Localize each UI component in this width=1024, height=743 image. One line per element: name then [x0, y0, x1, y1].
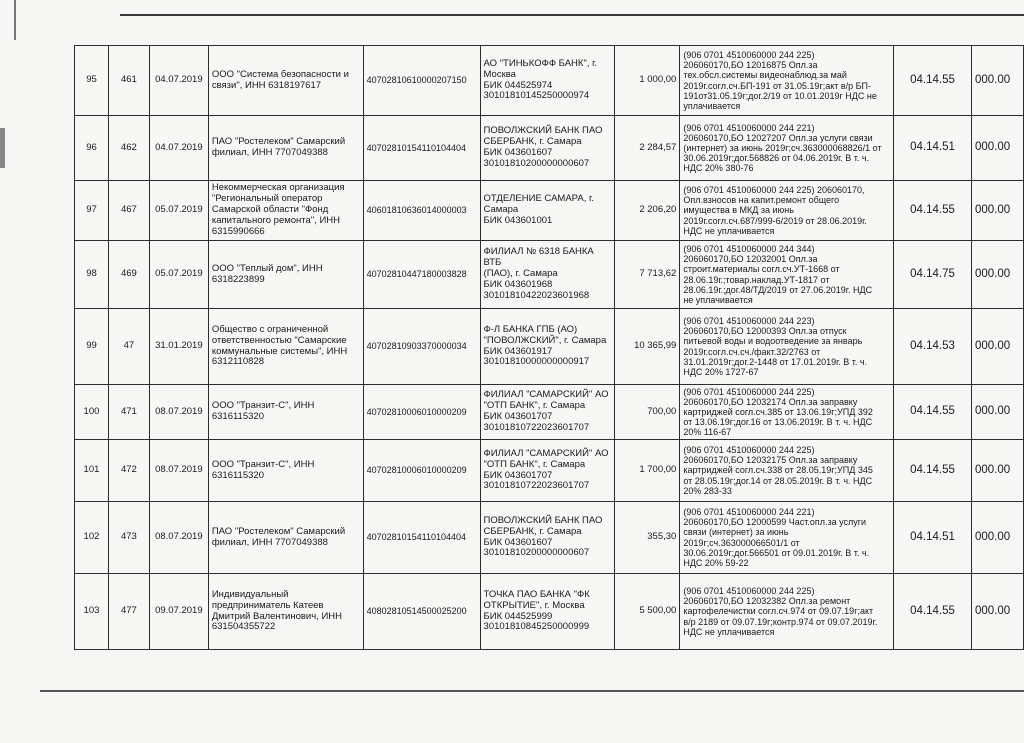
budget-code: [894, 385, 972, 440]
payee-name-text: Индивидуальный предприниматель Катеев Дмитрий Валентинович, ИНН 631504355722: [211, 588, 343, 633]
document-number-text: 473: [120, 531, 137, 543]
row-number-text: 98: [86, 268, 97, 280]
document-number: [108, 116, 149, 181]
payment-purpose-text: (906 0701 4510060000 244 344) 206060170,БО 12032001 Опл.за строит.материалы согл.сч.УТ-1668 от 28.06.19г.;товар.наклад.УТ-1817 от 28.06.19г.;дог.48/ТД/2019 от 27.06.2019г. НДС не уплачивается: [683, 244, 873, 305]
row-number-text: 99: [86, 340, 97, 352]
payee-account: [363, 241, 480, 309]
payment-date: [149, 46, 208, 116]
row-number-text: 103: [83, 605, 100, 617]
row-number: [75, 181, 109, 241]
payee-name: [208, 574, 363, 650]
row-number: [75, 574, 109, 650]
payee-bank-text: ФИЛИАЛ "САМАРСКИЙ" АО "ОТП БАНК", г. Самара БИК 043601707 30101810722023601707: [483, 389, 609, 433]
amount-tail: [971, 309, 1023, 385]
payment-purpose-text: (906 0701 4510060000 244 225) 206060170,БО 12032174 Опл.за заправку картриджей согл.сч.385 от 13.06.19г;УПД 392 от 13.06.19г;дог.16 от 13.06.2019г. В т. ч. НДС 20% 116-67: [683, 386, 873, 438]
table-row: [75, 502, 1024, 574]
payment-purpose-text: (906 0701 4510060000 244 225) 206060170,БО 12032175 Опл.за заправку картриджей согл.сч.338 от 28.05.19г;УПД 345 от 28.05.19г;дог.14 от 28.05.2019г. В т. ч. НДС 20% 283-33: [683, 445, 873, 496]
table-row: [75, 309, 1024, 385]
payee-name-text: ПАО "Ростелеком" Самарский филиал, ИНН 7707049388: [211, 525, 346, 548]
table-row: [75, 574, 1024, 650]
table-row: [75, 440, 1024, 502]
payment-purpose-text: (906 0701 4510060000 244 225) 206060170,БО 12032382 Опл.за ремонт картофелечистки согл.сч.974 от 09.07.19г;акт в/р 2189 от 09.07.19г;контр.974 от 09.07.2019г. НДС не уплачивается: [683, 586, 878, 637]
payment-amount: [615, 181, 680, 241]
document-number: [108, 309, 149, 385]
payment-amount-text: 1 000,00: [639, 74, 677, 86]
budget-code: [894, 574, 972, 650]
payment-date: [149, 385, 208, 440]
budget-code-text: 04.14.51: [910, 141, 955, 154]
payment-date-text: 08.07.2019: [155, 531, 203, 543]
amount-tail: [971, 574, 1023, 650]
document-number: [108, 502, 149, 574]
document-number-text: 461: [120, 74, 137, 86]
payee-bank: [480, 46, 615, 116]
payee-account: [363, 574, 480, 650]
payment-purpose-text: (906 0701 4510060000 244 223) 206060170,БО 12000393 Опл.за отпуск питьевой воды и водоотведение за январь 2019г.согл.сч.сч./факт.32/2763 от 31.01.2019г;дог.2-1448 от 17.01.2019г. В т. ч. НДС 20% 1727-67: [683, 316, 868, 377]
payment-date: [149, 309, 208, 385]
payment-date: [149, 440, 208, 502]
document-number-text: 467: [120, 204, 137, 216]
payee-name: [208, 309, 363, 385]
row-number: [75, 116, 109, 181]
payee-name-text: ПАО "Ростелеком" Самарский филиал, ИНН 7707049388: [211, 136, 346, 158]
payee-account: [363, 309, 480, 385]
payee-name-text: Общество с ограниченной ответственностью "Самарские коммунальные системы", ИНН 6312110828: [211, 323, 348, 368]
row-number: [75, 440, 109, 502]
payee-bank: [480, 181, 615, 241]
payee-name-text: ООО "Транзит-С", ИНН 6316115320: [211, 458, 315, 481]
payment-date: [149, 502, 208, 574]
payment-amount-text: 7 713,62: [639, 268, 677, 280]
payment-purpose: [680, 574, 894, 650]
scan-mark-top: [14, 0, 16, 40]
payee-bank: [480, 309, 615, 385]
payee-bank-text: ОТДЕЛЕНИЕ САМАРА, г. Самара БИК 043601001: [483, 193, 594, 226]
amount-tail: [971, 181, 1023, 241]
payee-bank-text: ФИЛИАЛ "САМАРСКИЙ" АО "ОТП БАНК", г. Самара БИК 043601707 30101810722023601707: [483, 447, 609, 492]
row-number: [75, 241, 109, 309]
payment-purpose: [680, 309, 894, 385]
document-number: [108, 574, 149, 650]
payment-amount-text: 355,30: [647, 531, 677, 543]
payee-account-text: 40702810903370000034: [366, 341, 467, 352]
payee-account: [363, 181, 480, 241]
payee-account-text: 40702810006010000209: [366, 406, 467, 417]
amount-tail: [971, 116, 1023, 181]
payment-amount: [615, 502, 680, 574]
payee-account: [363, 440, 480, 502]
payee-bank-text: АО "ТИНЬКОФФ БАНК", г. Москва БИК 044525974 30101810145250000974: [483, 57, 598, 102]
budget-code: [894, 116, 972, 181]
payee-bank-text: ТОЧКА ПАО БАНКА "ФК ОТКРЫТИЕ", г. Москва БИК 044525999 30101810845250000999: [483, 588, 590, 633]
payment-purpose: [680, 440, 894, 502]
document-number-text: 472: [120, 464, 137, 476]
budget-code: [894, 309, 972, 385]
payee-bank-text: ПОВОЛЖСКИЙ БАНК ПАО СБЕРБАНК, г. Самара БИК 043601607 30101810200000000607: [483, 125, 603, 169]
budget-code-text: 04.14.55: [910, 73, 955, 86]
payee-name-text: ООО "Транзит-С", ИНН 6316115320: [211, 400, 315, 422]
payment-amount-text: 2 284,57: [639, 141, 677, 153]
scan-mark-left: [0, 128, 5, 168]
table-row: [75, 385, 1024, 440]
payee-name: [208, 46, 363, 116]
document-number-text: 469: [120, 268, 137, 280]
payee-bank: [480, 574, 615, 650]
document-number: [108, 440, 149, 502]
payment-date-text: 08.07.2019: [155, 464, 203, 476]
budget-code: [894, 181, 972, 241]
payment-date: [149, 181, 208, 241]
payee-bank: [480, 116, 615, 181]
payee-account: [363, 502, 480, 574]
payment-amount: [615, 116, 680, 181]
amount-tail-text: 000.00: [974, 141, 1011, 154]
payee-name: [208, 385, 363, 440]
budget-code: [894, 46, 972, 116]
payment-amount: [615, 574, 680, 650]
document-number-text: 462: [120, 141, 137, 153]
amount-tail-text: 000.00: [974, 73, 1011, 86]
payment-amount-text: 700,00: [647, 405, 677, 417]
document-number: [108, 385, 149, 440]
budget-code-text: 04.14.55: [910, 463, 955, 476]
payment-purpose: [680, 502, 894, 574]
row-number: [75, 309, 109, 385]
payment-date-text: 09.07.2019: [155, 605, 203, 617]
payee-bank-text: Ф-Л БАНКА ГПБ (АО) "ПОВОЛЖСКИЙ", г. Самара БИК 043601917 30101810000000000917: [483, 323, 607, 368]
payment-purpose: [680, 46, 894, 116]
payment-date-text: 05.07.2019: [155, 268, 203, 280]
amount-tail-text: 000.00: [974, 463, 1011, 476]
budget-code-text: 04.14.51: [910, 530, 955, 543]
payment-purpose-text: (906 0701 4510060000 244 221) 206060170,БО 12027207 Опл.за услуги связи (интернет) за июнь 2019г;сч.363000068826/1 от 30.06.2019г;дог.568826 от 04.06.2019г. В т. ч. НДС 20% 380-76: [683, 122, 882, 174]
payment-amount: [615, 309, 680, 385]
bottom-divider: [40, 690, 1024, 692]
budget-code: [894, 440, 972, 502]
payment-purpose-text: (906 0701 4510060000 244 225) 206060170,БО 12016875 Опл.за тех.обсл.системы видеонаблюд.за май 2019г.согл.сч.БП-191 от 31.05.19г;акт в/р БП- 191от31.05.19г;дог.2/19 от 10.01.2019г НДС не уплачивается: [683, 50, 877, 111]
row-number: [75, 46, 109, 116]
payee-account: [363, 116, 480, 181]
row-number-text: 101: [83, 464, 100, 476]
amount-tail-text: 000.00: [974, 203, 1011, 216]
budget-code-text: 04.14.55: [910, 203, 955, 216]
payment-date-text: 31.01.2019: [155, 340, 203, 352]
payee-name: [208, 241, 363, 309]
payee-account-text: 40702810154110104404: [366, 532, 467, 543]
payee-name: [208, 502, 363, 574]
row-number-text: 96: [86, 141, 97, 153]
document-number-text: 471: [120, 405, 137, 417]
document-number: [108, 181, 149, 241]
payee-bank: [480, 502, 615, 574]
payments-table: [74, 45, 1024, 650]
amount-tail: [971, 241, 1023, 309]
table-row: [75, 181, 1024, 241]
row-number-text: 100: [83, 405, 100, 417]
payment-amount-text: 2 206,20: [639, 204, 677, 216]
payee-account-text: 40601810636014000003: [366, 205, 467, 216]
payee-bank: [480, 241, 615, 309]
payment-amount: [615, 241, 680, 309]
payment-amount-text: 10 365,99: [634, 340, 677, 352]
payment-date-text: 05.07.2019: [155, 204, 203, 216]
payment-purpose-text: (906 0701 4510060000 244 225) 206060170, Опл.взносов на капит.ремонт общего имущества в МКД за июнь 2019г.согл.сч.687/999-6/2019 от 28.06.2019г. НДС не уплачивается: [683, 185, 867, 236]
payment-amount: [615, 46, 680, 116]
payee-bank: [480, 440, 615, 502]
budget-code-text: 04.14.55: [910, 405, 955, 418]
payment-date: [149, 116, 208, 181]
amount-tail-text: 000.00: [974, 405, 1011, 418]
amount-tail: [971, 46, 1023, 116]
document-number-text: 477: [120, 605, 137, 617]
budget-code: [894, 241, 972, 309]
payment-date: [149, 574, 208, 650]
amount-tail-text: 000.00: [974, 604, 1011, 617]
payment-amount-text: 1 700,00: [639, 464, 677, 476]
amount-tail-text: 000.00: [974, 530, 1011, 543]
payee-name-text: ООО "Система безопасности и связи", ИНН 6318197617: [211, 68, 349, 91]
row-number-text: 95: [86, 74, 97, 86]
payee-name: [208, 181, 363, 241]
payee-account-text: 40702810006010000209: [366, 465, 467, 476]
document-number-text: 47: [123, 340, 135, 352]
document-number: [108, 241, 149, 309]
payee-account-text: 40702810154110104404: [366, 142, 467, 153]
row-number-text: 102: [83, 531, 100, 543]
payee-account-text: 40702810447180003828: [366, 269, 467, 280]
payee-name: [208, 116, 363, 181]
payment-purpose: [680, 385, 894, 440]
payment-purpose-text: (906 0701 4510060000 244 221) 206060170,БО 12000599 Част.опл.за услуги связи (интернет) за июнь 2019г;сч.363000066501/1 от 30.06.2019г;дог.566501 от 09.01.2019г. В т. ч. НДС 20% 59-22: [683, 507, 870, 568]
budget-code-text: 04.14.53: [910, 339, 955, 352]
budget-code-text: 04.14.55: [910, 604, 955, 617]
payment-purpose: [680, 116, 894, 181]
payee-account: [363, 385, 480, 440]
payment-purpose: [680, 181, 894, 241]
budget-code: [894, 502, 972, 574]
amount-tail-text: 000.00: [974, 267, 1011, 280]
payee-account: [363, 46, 480, 116]
payment-amount-text: 5 500,00: [639, 605, 677, 617]
row-number: [75, 385, 109, 440]
table-row: [75, 241, 1024, 309]
payment-date-text: 04.07.2019: [155, 74, 203, 86]
amount-tail: [971, 385, 1023, 440]
payee-bank: [480, 385, 615, 440]
amount-tail: [971, 440, 1023, 502]
payment-amount: [615, 440, 680, 502]
amount-tail-text: 000.00: [974, 339, 1011, 352]
payee-name-text: Некоммерческая организация "Региональный оператор Самарской области "Фонд капитального ремонта", ИНН 6315990666: [211, 182, 345, 237]
payment-purpose: [680, 241, 894, 309]
table-row: [75, 116, 1024, 181]
row-number-text: 97: [86, 204, 97, 216]
payee-bank-text: ФИЛИАЛ № 6318 БАНКА ВТБ (ПАО), г. Самара БИК 043601968 30101810422023601968: [483, 246, 594, 301]
payee-name: [208, 440, 363, 502]
top-divider: [120, 14, 1024, 16]
amount-tail: [971, 502, 1023, 574]
payee-account-text: 40802810514500025200: [366, 606, 467, 617]
payee-bank-text: ПОВОЛЖСКИЙ БАНК ПАО СБЕРБАНК, г. Самара БИК 043601607 30101810200000000607: [483, 514, 603, 559]
row-number: [75, 502, 109, 574]
payee-name-text: ООО "Теплый дом", ИНН 6318223899: [211, 262, 323, 285]
payment-amount: [615, 385, 680, 440]
budget-code-text: 04.14.75: [910, 267, 955, 280]
payment-date-text: 08.07.2019: [155, 405, 203, 417]
payee-account-text: 40702810610000207150: [366, 75, 467, 86]
payment-date: [149, 241, 208, 309]
payment-date-text: 04.07.2019: [155, 141, 203, 153]
document-number: [108, 46, 149, 116]
table-row: [75, 46, 1024, 116]
